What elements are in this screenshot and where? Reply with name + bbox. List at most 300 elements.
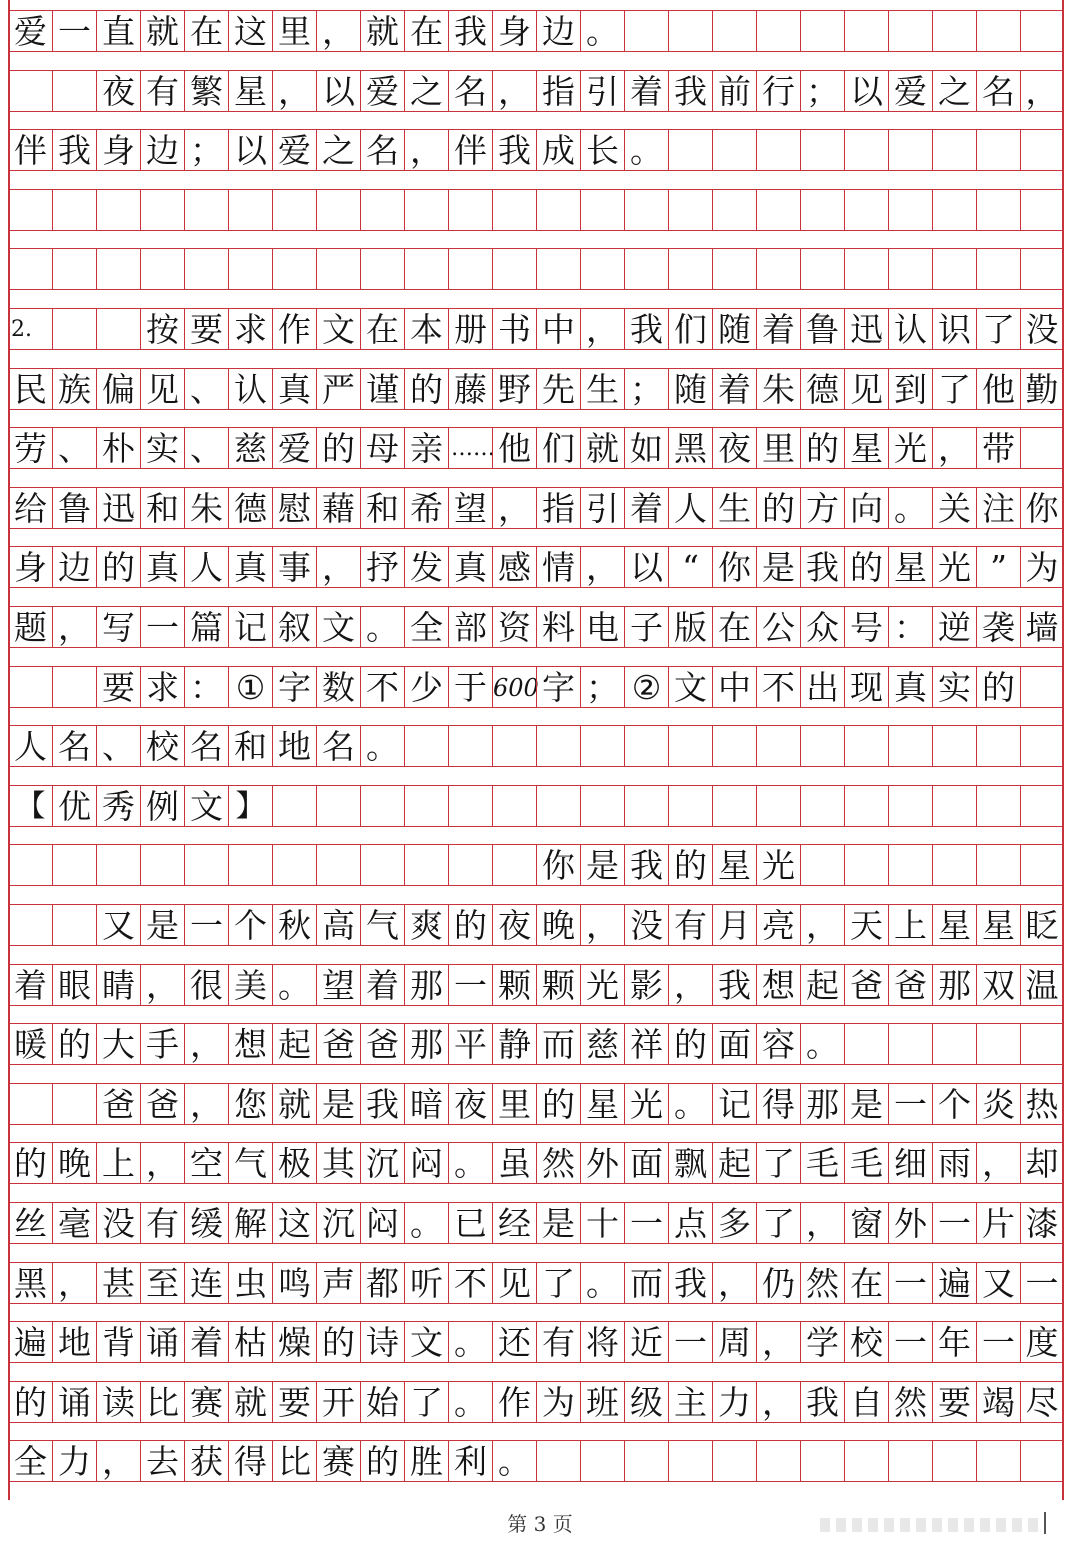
grid-cell: 篇 [184, 606, 228, 648]
grid-cell: 自 [844, 1381, 888, 1423]
grid-cell: 。 [492, 1440, 536, 1482]
grid-cell: 的 [800, 427, 844, 469]
grid-cell: 诗 [360, 1321, 404, 1363]
grid-cell: 爱 [8, 10, 52, 52]
grid-cell [52, 308, 96, 350]
grid-cell: 暖 [8, 1023, 52, 1065]
grid-cell: 出 [800, 666, 844, 708]
grid-cell [624, 10, 668, 52]
grid-cell: 这 [228, 10, 272, 52]
grid-cell: 是 [316, 1083, 360, 1125]
grid-cell: 爱 [360, 70, 404, 112]
grid-row [8, 1262, 1064, 1304]
grid-cell: 。 [580, 1262, 624, 1304]
grid-cell: 号 [844, 606, 888, 648]
grid-cell: 然 [800, 1262, 844, 1304]
grid-cell: 文 [668, 666, 712, 708]
grid-cell: 月 [712, 904, 756, 946]
grid-cell [800, 10, 844, 52]
grid-cell: 毫 [52, 1202, 96, 1244]
grid-cell: 我 [624, 844, 668, 886]
grid-row [8, 308, 1064, 350]
grid-cell: 一 [668, 1321, 712, 1363]
grid-cell: ， [800, 1202, 844, 1244]
grid-cell [976, 785, 1020, 827]
grid-cell: ； [624, 368, 668, 410]
grid-cell: 一 [888, 1321, 932, 1363]
grid-cell: 我 [668, 1262, 712, 1304]
grid-cell [96, 308, 140, 350]
grid-cell: 在 [360, 308, 404, 350]
grid-row [8, 1321, 1064, 1363]
grid-cell: 、 [184, 368, 228, 410]
grid-cell: 毛 [844, 1142, 888, 1184]
grid-cell: 少 [404, 666, 448, 708]
grid-row [8, 964, 1064, 1006]
grid-cell: 部 [448, 606, 492, 648]
grid-cell: 多 [712, 1202, 756, 1244]
grid-cell [404, 248, 448, 290]
grid-cell [1020, 129, 1064, 171]
grid-cell: 本 [404, 308, 448, 350]
grid-cell [228, 844, 272, 886]
grid-cell: 的 [96, 546, 140, 588]
grid-cell: 给 [8, 487, 52, 529]
grid-cell: 记 [228, 606, 272, 648]
grid-cell: 母 [360, 427, 404, 469]
grid-cell: 比 [140, 1381, 184, 1423]
grid-cell: 了 [756, 1202, 800, 1244]
grid-cell [888, 1023, 932, 1065]
grid-cell: 个 [228, 904, 272, 946]
grid-cell: 册 [448, 308, 492, 350]
grid-cell: 注 [976, 487, 1020, 529]
grid-cell: 边 [140, 129, 184, 171]
grid-cell [52, 666, 96, 708]
grid-cell: 例 [140, 785, 184, 827]
grid-cell: 人 [668, 487, 712, 529]
grid-cell: ， [1020, 70, 1064, 112]
grid-cell: 边 [536, 10, 580, 52]
grid-cell: 连 [184, 1262, 228, 1304]
grid-cell: 认 [228, 368, 272, 410]
grid-cell [976, 1023, 1020, 1065]
grid-cell: 窗 [844, 1202, 888, 1244]
grid-cell: 。 [448, 1142, 492, 1184]
grid-cell: 有 [140, 1202, 184, 1244]
grid-cell: 亮 [756, 904, 800, 946]
grid-cell: 一 [448, 964, 492, 1006]
grid-cell: ， [580, 308, 624, 350]
grid-cell [668, 725, 712, 767]
grid-cell [96, 844, 140, 886]
grid-cell: ， [316, 546, 360, 588]
grid-cell: 秀 [96, 785, 140, 827]
grid-cell: 偏 [96, 368, 140, 410]
grid-cell: 的 [844, 546, 888, 588]
grid-cell: 数 [316, 666, 360, 708]
grid-cell: 亲 [404, 427, 448, 469]
grid-cell: 不 [448, 1262, 492, 1304]
grid-cell: 面 [712, 1023, 756, 1065]
grid-cell [712, 189, 756, 231]
grid-cell: 叙 [272, 606, 316, 648]
grid-cell: 是 [756, 546, 800, 588]
grid-cell [1020, 189, 1064, 231]
grid-cell: 着 [624, 70, 668, 112]
grid-cell [668, 10, 712, 52]
grid-cell: 。 [404, 1202, 448, 1244]
grid-cell: 丝 [8, 1202, 52, 1244]
grid-left-border [8, 0, 10, 1500]
grid-cell [976, 129, 1020, 171]
grid-cell: 获 [184, 1440, 228, 1482]
grid-cell: 而 [536, 1023, 580, 1065]
grid-cell: 在 [404, 10, 448, 52]
grid-cell: ， [976, 1142, 1020, 1184]
grid-cell [492, 785, 536, 827]
grid-cell [888, 844, 932, 886]
grid-cell: 随 [668, 368, 712, 410]
grid-cell [712, 1440, 756, 1482]
grid-cell: 着 [624, 487, 668, 529]
grid-cell: 的 [756, 487, 800, 529]
grid-cell: 、 [96, 725, 140, 767]
grid-cell: ， [580, 546, 624, 588]
grid-cell: 的 [8, 1381, 52, 1423]
grid-cell: 想 [228, 1023, 272, 1065]
grid-cell: 文 [184, 785, 228, 827]
grid-cell: 飘 [668, 1142, 712, 1184]
grid-cell: 文 [404, 1321, 448, 1363]
grid-cell: 黑 [8, 1262, 52, 1304]
footer-watermark [820, 1518, 1040, 1532]
grid-cell: ， [316, 10, 360, 52]
grid-row [8, 189, 1064, 231]
grid-cell: 慰 [272, 487, 316, 529]
grid-cell: 之 [932, 70, 976, 112]
grid-cell: 要 [96, 666, 140, 708]
grid-cell: 热 [1020, 1083, 1064, 1125]
grid-cell: 其 [316, 1142, 360, 1184]
grid-cell: 极 [272, 1142, 316, 1184]
grid-cell: 颗 [536, 964, 580, 1006]
grid-cell: 们 [536, 427, 580, 469]
grid-cell [228, 189, 272, 231]
grid-cell: 那 [932, 964, 976, 1006]
grid-cell: 慈 [580, 1023, 624, 1065]
grid-cell [272, 248, 316, 290]
grid-cell: 虫 [228, 1262, 272, 1304]
grid-cell [8, 189, 52, 231]
grid-cell: 沉 [360, 1142, 404, 1184]
grid-cell: 和 [360, 487, 404, 529]
grid-cell: 料 [536, 606, 580, 648]
grid-cell: 名 [316, 725, 360, 767]
grid-cell: 是 [140, 904, 184, 946]
grid-cell: 在 [844, 1262, 888, 1304]
grid-cell: 上 [96, 1142, 140, 1184]
grid-cell: 记 [712, 1083, 756, 1125]
grid-cell: 之 [316, 129, 360, 171]
grid-cell: ， [800, 904, 844, 946]
grid-cell: 周 [712, 1321, 756, 1363]
grid-cell: 遍 [8, 1321, 52, 1363]
grid-cell: 漆 [1020, 1202, 1064, 1244]
grid-cell: 这 [272, 1202, 316, 1244]
grid-cell: 我 [800, 1381, 844, 1423]
grid-cell: 族 [52, 368, 96, 410]
grid-cell: 。 [800, 1023, 844, 1065]
grid-cell: 。 [360, 606, 404, 648]
grid-cell: 细 [888, 1142, 932, 1184]
grid-cell: ， [52, 1262, 96, 1304]
grid-cell: ： [184, 666, 228, 708]
grid-cell: 求 [140, 666, 184, 708]
grid-cell [888, 785, 932, 827]
grid-cell: 现 [844, 666, 888, 708]
grid-cell [800, 725, 844, 767]
grid-cell [888, 129, 932, 171]
grid-cell: 着 [712, 368, 756, 410]
grid-cell: 人 [8, 725, 52, 767]
grid-cell: 外 [580, 1142, 624, 1184]
grid-cell: 容 [756, 1023, 800, 1065]
grid-cell [96, 248, 140, 290]
grid-cell [492, 248, 536, 290]
grid-cell [52, 248, 96, 290]
grid-cell: 十 [580, 1202, 624, 1244]
grid-cell [1020, 844, 1064, 886]
grid-cell: 藤 [448, 368, 492, 410]
grid-cell [140, 189, 184, 231]
grid-cell [1020, 10, 1064, 52]
grid-cell: 朱 [184, 487, 228, 529]
grid-cell: 身 [492, 10, 536, 52]
grid-cell: 我 [800, 546, 844, 588]
grid-cell: 光 [888, 427, 932, 469]
grid-cell: 夜 [712, 427, 756, 469]
grid-cell: 们 [668, 308, 712, 350]
grid-cell: 带 [976, 427, 1020, 469]
grid-cell: 见 [844, 368, 888, 410]
grid-cell: 一 [932, 1202, 976, 1244]
grid-cell: 雨 [932, 1142, 976, 1184]
grid-cell: ： [888, 606, 932, 648]
grid-cell: 就 [580, 427, 624, 469]
grid-cell [1020, 427, 1064, 469]
grid-cell: 不 [756, 666, 800, 708]
grid-cell: 星 [580, 1083, 624, 1125]
grid-cell: 力 [712, 1381, 756, 1423]
grid-cell: 一 [976, 1321, 1020, 1363]
grid-cell: 中 [536, 308, 580, 350]
grid-cell: 我 [712, 964, 756, 1006]
grid-cell: 繁 [184, 70, 228, 112]
grid-cell: 要 [932, 1381, 976, 1423]
grid-cell: 胜 [404, 1440, 448, 1482]
grid-cell [52, 189, 96, 231]
grid-cell: 真 [448, 546, 492, 588]
grid-cell: 鲁 [52, 487, 96, 529]
grid-cell [844, 189, 888, 231]
grid-cell: 人 [184, 546, 228, 588]
grid-cell [580, 1440, 624, 1482]
grid-cell: 中 [712, 666, 756, 708]
grid-cell: 以 [228, 129, 272, 171]
grid-cell: 星 [712, 844, 756, 886]
grid-cell: 我 [360, 1083, 404, 1125]
grid-cell [976, 189, 1020, 231]
grid-cell: 起 [800, 964, 844, 1006]
grid-cell: 直 [96, 10, 140, 52]
grid-cell: ， [96, 1440, 140, 1482]
grid-cell: 仍 [756, 1262, 800, 1304]
grid-cell: 温 [1020, 964, 1064, 1006]
grid-cell [580, 189, 624, 231]
grid-cell: 竭 [976, 1381, 1020, 1423]
grid-cell: 的 [316, 427, 360, 469]
grid-cell: 光 [580, 964, 624, 1006]
grid-cell [1020, 1023, 1064, 1065]
grid-cell: ， [272, 70, 316, 112]
grid-cell: 利 [448, 1440, 492, 1482]
grid-cell: 黑 [668, 427, 712, 469]
grid-cell: 爸 [360, 1023, 404, 1065]
grid-cell [360, 785, 404, 827]
grid-cell: 全 [404, 606, 448, 648]
grid-cell: 手 [140, 1023, 184, 1065]
grid-cell: 名 [360, 129, 404, 171]
grid-cell: 地 [52, 1321, 96, 1363]
grid-cell: 里 [272, 10, 316, 52]
grid-cell: 朴 [96, 427, 140, 469]
grid-cell: 赛 [184, 1381, 228, 1423]
grid-cell [448, 189, 492, 231]
grid-cell: …… [448, 427, 492, 469]
grid-cell: 炎 [976, 1083, 1020, 1125]
grid-cell: 星 [844, 427, 888, 469]
grid-cell [624, 248, 668, 290]
grid-cell: 爱 [272, 427, 316, 469]
grid-cell [844, 725, 888, 767]
grid-cell: 校 [844, 1321, 888, 1363]
grid-cell: 600 [492, 666, 536, 708]
grid-row [8, 1023, 1064, 1065]
grid-cell: 光 [624, 1083, 668, 1125]
grid-cell [756, 785, 800, 827]
grid-cell [756, 189, 800, 231]
grid-cell [888, 248, 932, 290]
grid-cell: 望 [448, 487, 492, 529]
grid-cell: 迅 [96, 487, 140, 529]
grid-cell: 为 [536, 1381, 580, 1423]
grid-cell: 又 [96, 904, 140, 946]
grid-cell: 去 [140, 1440, 184, 1482]
grid-cell [888, 725, 932, 767]
grid-cell: 见 [140, 368, 184, 410]
grid-cell: 。 [360, 725, 404, 767]
grid-cell: ， [492, 70, 536, 112]
grid-cell [712, 725, 756, 767]
grid-cell: 文 [316, 308, 360, 350]
grid-cell: 伴 [8, 129, 52, 171]
grid-cell: 晚 [52, 1142, 96, 1184]
grid-cell: 就 [140, 10, 184, 52]
grid-cell: 的 [52, 1023, 96, 1065]
grid-cell [8, 1083, 52, 1125]
grid-cell: 空 [184, 1142, 228, 1184]
grid-cell: 于 [448, 666, 492, 708]
grid-cell: 气 [228, 1142, 272, 1184]
grid-cell: 生 [712, 487, 756, 529]
grid-cell: 要 [272, 1381, 316, 1423]
grid-cell: 前 [712, 70, 756, 112]
grid-cell: 已 [448, 1202, 492, 1244]
grid-cell: 诵 [52, 1381, 96, 1423]
grid-cell: 真 [888, 666, 932, 708]
grid-cell [316, 248, 360, 290]
grid-cell: 一 [624, 1202, 668, 1244]
grid-cell: 声 [316, 1262, 360, 1304]
grid-cell [800, 844, 844, 886]
grid-cell: 都 [360, 1262, 404, 1304]
grid-cell [580, 248, 624, 290]
grid-cell [624, 1440, 668, 1482]
grid-cell: 校 [140, 725, 184, 767]
grid-cell [756, 1440, 800, 1482]
grid-cell: 没 [96, 1202, 140, 1244]
grid-cell: 就 [272, 1083, 316, 1125]
grid-cell: 爸 [316, 1023, 360, 1065]
grid-cell [404, 725, 448, 767]
grid-cell: ， [668, 964, 712, 1006]
grid-row [8, 487, 1064, 529]
grid-cell: 字 [272, 666, 316, 708]
grid-cell: 事 [272, 546, 316, 588]
grid-cell [360, 248, 404, 290]
grid-cell: 而 [624, 1262, 668, 1304]
grid-cell [976, 844, 1020, 886]
grid-cell [580, 725, 624, 767]
grid-cell [668, 189, 712, 231]
grid-cell [844, 844, 888, 886]
grid-cell [184, 248, 228, 290]
grid-cell: 的 [8, 1142, 52, 1184]
grid-cell [1020, 1440, 1064, 1482]
grid-cell [580, 785, 624, 827]
grid-row [8, 129, 1064, 171]
grid-cell: ； [184, 129, 228, 171]
grid-cell: 见 [492, 1262, 536, 1304]
grid-cell: 那 [404, 964, 448, 1006]
grid-cell: 的 [668, 1023, 712, 1065]
grid-cell [932, 248, 976, 290]
grid-cell [668, 248, 712, 290]
grid-cell [1020, 785, 1064, 827]
grid-cell: ， [756, 1321, 800, 1363]
grid-cell: 是 [844, 1083, 888, 1125]
grid-cell: 片 [976, 1202, 1020, 1244]
grid-cell [932, 844, 976, 886]
grid-row [8, 10, 1064, 52]
grid-cell: 名 [976, 70, 1020, 112]
grid-cell: 暗 [404, 1083, 448, 1125]
grid-cell [360, 189, 404, 231]
grid-cell: 又 [976, 1262, 1020, 1304]
grid-cell [228, 248, 272, 290]
grid-cell: 近 [624, 1321, 668, 1363]
